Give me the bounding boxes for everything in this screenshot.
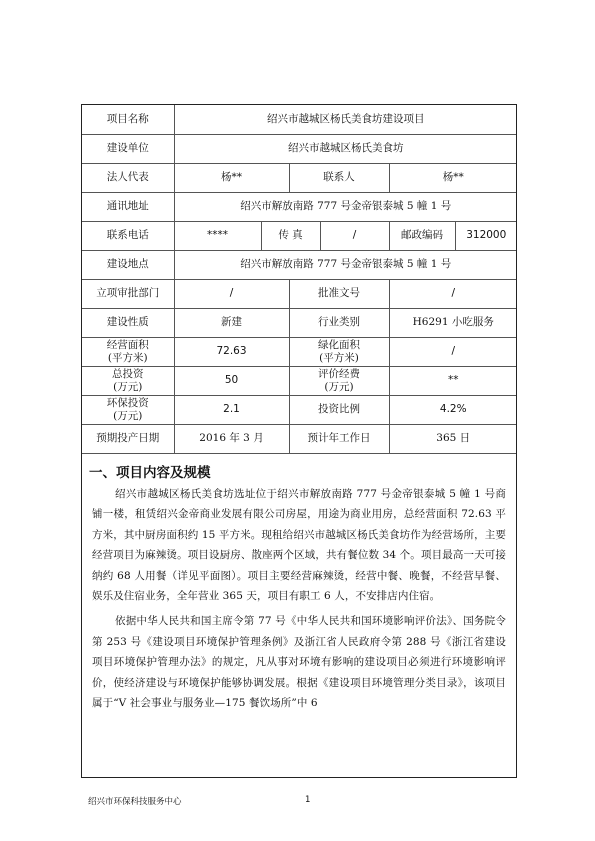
- approval-dept-value: /: [174, 279, 289, 308]
- green-label: [289, 337, 389, 366]
- address-label: 通讯地址: [82, 192, 174, 221]
- site-value: 绍兴市解放南路 777 号金帝银泰城 5 幢 1 号: [174, 250, 517, 279]
- industry-label: 行业类别: [289, 308, 389, 337]
- postcode-value: 312000: [455, 221, 517, 250]
- table-row-project-name: [82, 105, 517, 134]
- footer-organization: 绍兴市环保科技服务中心: [88, 797, 182, 807]
- table-row-env-invest: [82, 395, 517, 424]
- nature-value: 新建: [174, 308, 289, 337]
- builder-label: 建设单位: [82, 134, 174, 163]
- table-row-start-date: [82, 424, 517, 453]
- phone-label: 联系电话: [82, 221, 174, 250]
- industry-value: H6291 小吃服务: [389, 308, 517, 337]
- table-row-approval: [82, 279, 517, 308]
- table-row-investment: [82, 366, 517, 395]
- investment-label-line-1: 总投资: [112, 367, 144, 380]
- project-info-table: [82, 105, 517, 454]
- approval-doc-label: 批准文号: [289, 279, 389, 308]
- page-number: 1: [305, 795, 311, 805]
- area-label: [82, 337, 174, 366]
- start-date-label: 预期投产日期: [82, 424, 174, 453]
- project-name-value: 绍兴市越城区杨氏美食坊建设项目: [174, 105, 517, 134]
- phone-value: ****: [174, 221, 261, 250]
- workdays-label: 预计年工作日: [289, 424, 389, 453]
- contact-value: 杨**: [389, 163, 517, 192]
- address-value: 绍兴市解放南路 777 号金帝银泰城 5 幢 1 号: [174, 192, 517, 221]
- env-invest-label: [82, 395, 174, 424]
- green-label-line-1: 绿化面积: [318, 338, 360, 351]
- table-row-area: [82, 337, 517, 366]
- investment-label: [82, 366, 174, 395]
- table-row-site: [82, 250, 517, 279]
- legal-rep-value: 杨**: [174, 163, 289, 192]
- site-label: 建设地点: [82, 250, 174, 279]
- table-row-builder: [82, 134, 517, 163]
- table-row-legal-rep: [82, 163, 517, 192]
- investment-value: 50: [174, 366, 289, 395]
- workdays-value: 365 日: [389, 424, 517, 453]
- legal-rep-label: 法人代表: [82, 163, 174, 192]
- eval-cost-label-line-2: (万元): [324, 380, 354, 393]
- fax-label: 传 真: [261, 221, 320, 250]
- table-row-nature: [82, 308, 517, 337]
- section-title: 一、项目内容及规模: [89, 464, 211, 481]
- eval-cost-label-line-1: 评价经费: [318, 367, 360, 380]
- nature-label: 建设性质: [82, 308, 174, 337]
- table-row-phone: [82, 221, 517, 250]
- eval-cost-value: **: [389, 366, 517, 395]
- table-row-address: [82, 192, 517, 221]
- invest-ratio-label: 投资比例: [289, 395, 389, 424]
- postcode-label: 邮政编码: [389, 221, 455, 250]
- paragraph-1: 绍兴市越城区杨氏美食坊选址位于绍兴市解放南路 777 号金帝银泰城 5 幢 1 号商铺一楼，租赁绍兴金帝商业发展有限公司房屋，用途为商业用房，总经营面积 72.63 平方米，其中厨房面积约 15 平方米。现租给绍兴市越城区杨氏美食坊作为经营场所，主要经营项目为麻辣烫。项目设厨房、散座两个区域，共有餐位数 34 个。项目最高一天可接纳约 68 人用餐（详见平面图）。项目主要经营麻辣烫，经营中餐、晚餐，不经营早餐、娱乐及住宿业务，全年营业 365 天，项目有职工 6 人，不安排店内住宿。: [92, 487, 506, 603]
- env-invest-value: 2.1: [174, 395, 289, 424]
- area-label-line-2: (平方米): [107, 351, 148, 364]
- approval-dept-label: 立项审批部门: [82, 279, 174, 308]
- investment-label-line-2: (万元): [113, 380, 143, 393]
- eval-cost-label: [289, 366, 389, 395]
- fax-value: /: [320, 221, 389, 250]
- green-label-line-2: (平方米): [319, 351, 359, 364]
- contact-label: 联系人: [289, 163, 389, 192]
- document-frame: [81, 104, 517, 778]
- paragraph-2: 依据中华人民共和国主席令第 77 号《中华人民共和国环境影响评价法》、国务院令第 253 号《建设项目环境保护管理条例》及浙江省人民政府令第 288 号《浙江省建设项目环境保护管理办法》的规定，凡从事对环境有影响的建设项目必须进行环境影响评价，使经济建设与环境保护能够协调发展。根据《建设项目环境管理分类目录》，该项目属于“Ⅴ 社会事业与服务业—175 餐饮场所”中 6: [92, 615, 506, 710]
- area-label-line-1: 经营面积: [106, 338, 149, 351]
- approval-doc-value: /: [389, 279, 517, 308]
- green-value: /: [389, 337, 517, 366]
- env-invest-label-line-2: (万元): [113, 409, 143, 422]
- env-invest-label-line-1: 环保投资: [106, 396, 149, 409]
- builder-value: 绍兴市越城区杨氏美食坊: [174, 134, 517, 163]
- project-name-label: 项目名称: [82, 105, 174, 134]
- area-value: 72.63: [174, 337, 289, 366]
- invest-ratio-value: 4.2%: [389, 395, 517, 424]
- start-date-value: 2016 年 3 月: [174, 424, 289, 453]
